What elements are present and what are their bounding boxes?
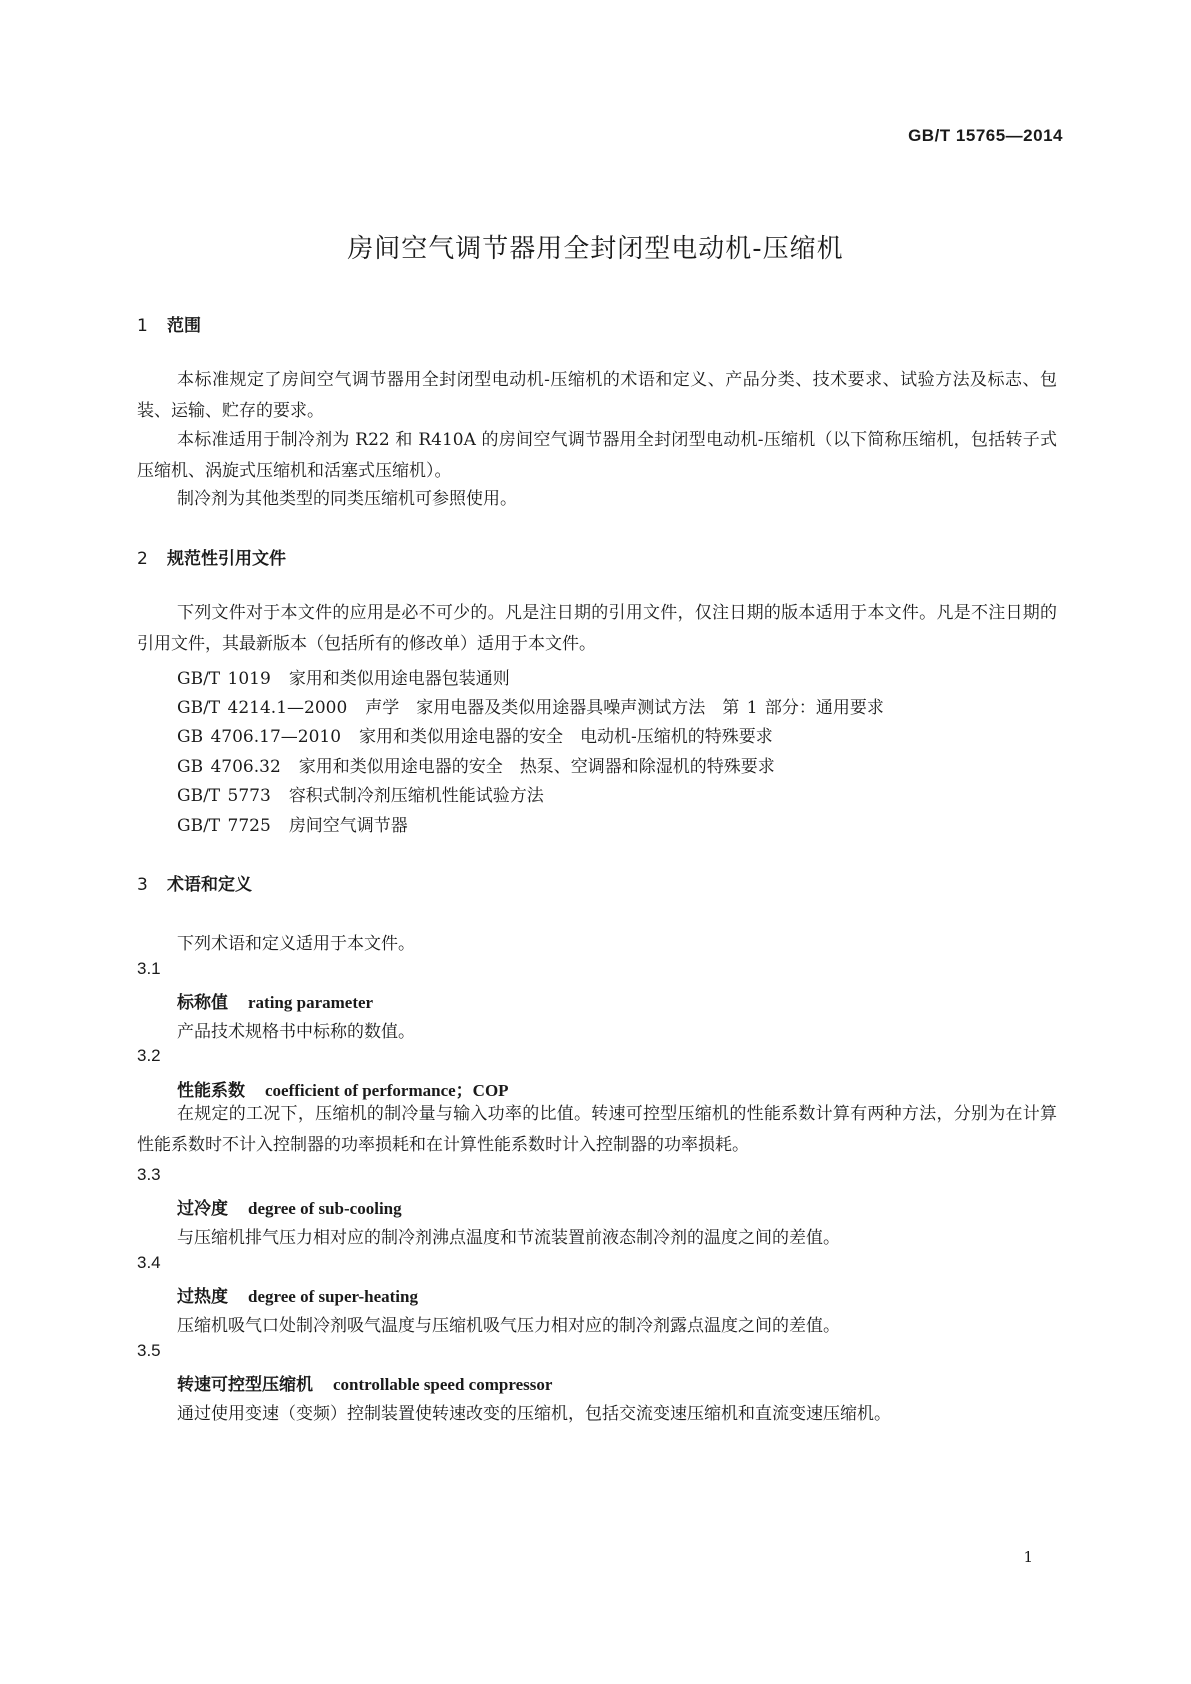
section-heading-terms-definitions (137, 870, 252, 895)
section-number: 1 (137, 316, 148, 336)
section-title: 规范性引用文件 (167, 549, 286, 569)
reference-title: 声学 家用电器及类似用途器具噪声测试方法 第 1 部分：通用要求 (365, 698, 884, 718)
section-heading-normative-references (137, 544, 286, 569)
section-number: 3 (137, 875, 148, 895)
clause-number: 3.3 (137, 1165, 161, 1184)
term-en: degree of super-heating (248, 1287, 418, 1306)
section-number: 2 (137, 549, 148, 569)
term-en: coefficient of performance；COP (265, 1081, 509, 1100)
reference-code: GB/T 5773 (177, 786, 271, 806)
standard-code: GB/T 15765—2014 (908, 126, 1063, 145)
reference-title: 容积式制冷剂压缩机性能试验方法 (288, 786, 544, 806)
reference-item (177, 781, 544, 806)
term-zh: 转速可控型压缩机 (177, 1375, 313, 1395)
reference-title: 房间空气调节器 (288, 816, 408, 836)
terms-intro: 下列术语和定义适用于本文件。 (177, 934, 415, 954)
references-intro: 下列文件对于本文件的应用是必不可少的。凡是注日期的引用文件，仅注日期的版本适用于本文件。凡是不注日期的引用文件，其最新版本（包括所有的修改单）适用于本文件。 (137, 603, 1057, 654)
term-zh: 标称值 (177, 993, 228, 1013)
reference-title: 家用和类似用途电器的安全 热泵、空调器和除湿机的特殊要求 (298, 757, 775, 777)
clause-number: 3.5 (137, 1341, 161, 1360)
term-heading (177, 988, 373, 1013)
scope-paragraph-2: 本标准适用于制冷剂为 R22 和 R410A 的房间空气调节器用全封闭型电动机-压缩机（以下简称压缩机，包括转子式压缩机、涡旋式压缩机和活塞式压缩机）。 (137, 430, 1057, 481)
section-title: 范围 (167, 316, 201, 336)
section-heading-scope (137, 311, 201, 336)
clause-number: 3.4 (137, 1253, 161, 1272)
term-heading (177, 1076, 509, 1101)
scope-paragraph-3: 制冷剂为其他类型的同类压缩机可参照使用。 (177, 489, 517, 509)
term-definition: 在规定的工况下，压缩机的制冷量与输入功率的比值。转速可控型压缩机的性能系数计算有两种方法，分别为在计算性能系数时不计入控制器的功率损耗和在计算性能系数时计入控制器的功率损耗。 (137, 1104, 1057, 1155)
reference-item (177, 693, 884, 718)
reference-item (177, 752, 775, 777)
clause-number: 3.2 (137, 1046, 161, 1065)
term-en: rating parameter (248, 993, 374, 1012)
reference-item (177, 722, 773, 747)
reference-code: GB 4706.17—2010 (177, 727, 342, 747)
term-definition: 通过使用变速（变频）控制装置使转速改变的压缩机，包括交流变速压缩机和直流变速压缩机。 (177, 1404, 891, 1424)
reference-item (177, 664, 510, 689)
clause-number: 3.1 (137, 959, 161, 978)
term-heading (177, 1282, 418, 1307)
term-definition: 压缩机吸气口处制冷剂吸气温度与压缩机吸气压力相对应的制冷剂露点温度之间的差值。 (177, 1316, 840, 1336)
reference-code: GB/T 7725 (177, 816, 271, 836)
term-heading (177, 1370, 552, 1395)
term-definition: 与压缩机排气压力相对应的制冷剂沸点温度和节流装置前液态制冷剂的温度之间的差值。 (177, 1228, 840, 1248)
term-zh: 过热度 (177, 1287, 228, 1307)
term-en: degree of sub-cooling (248, 1199, 402, 1218)
term-zh: 过冷度 (177, 1199, 228, 1219)
document-title: 房间空气调节器用全封闭型电动机-压缩机 (347, 234, 844, 264)
reference-title: 家用和类似用途电器的安全 电动机-压缩机的特殊要求 (359, 727, 773, 747)
reference-title: 家用和类似用途电器包装通则 (288, 669, 510, 689)
term-en: controllable speed compressor (333, 1375, 553, 1394)
reference-code: GB/T 1019 (177, 669, 271, 689)
term-definition: 产品技术规格书中标称的数值。 (177, 1022, 415, 1042)
reference-item (177, 811, 408, 836)
term-heading (177, 1194, 402, 1219)
term-zh: 性能系数 (177, 1081, 245, 1101)
scope-paragraph-1: 本标准规定了房间空气调节器用全封闭型电动机-压缩机的术语和定义、产品分类、技术要求、试验方法及标志、包装、运输、贮存的要求。 (137, 370, 1057, 421)
page-number: 1 (1023, 1548, 1033, 1566)
section-title: 术语和定义 (167, 875, 252, 895)
reference-code: GB 4706.32 (177, 757, 281, 777)
reference-code: GB/T 4214.1—2000 (177, 698, 348, 718)
